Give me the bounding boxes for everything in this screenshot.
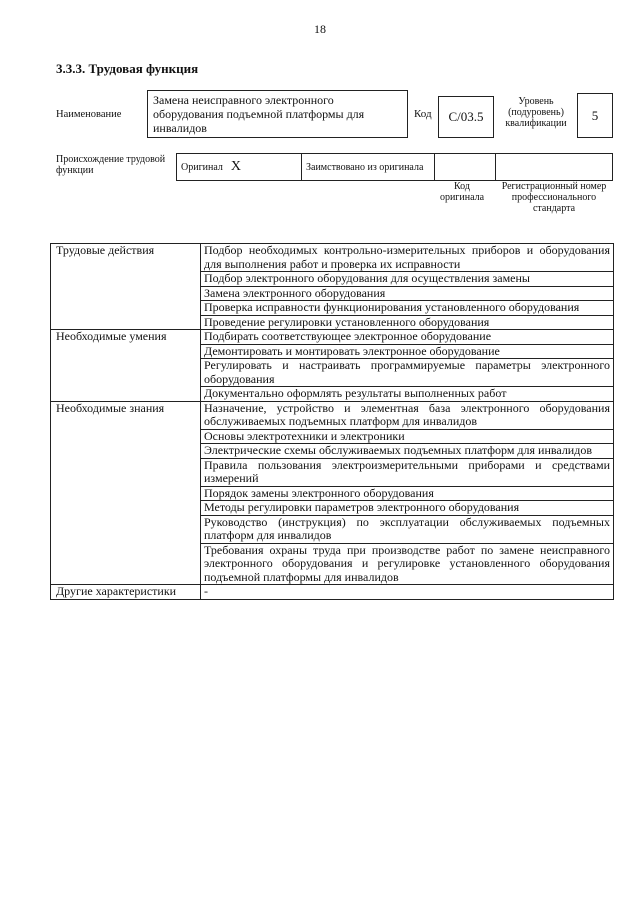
category-cell: Необходимые знания [51,401,201,585]
name-label: Наименование [56,109,122,120]
category-cell: Необходимые умения [51,330,201,402]
item-cell: Подбор необходимых контрольно-измерительных приборов и оборудования для выполнения работ и проверка их исправности [201,244,614,272]
item-cell: Демонтировать и монтировать электронное оборудование [201,344,614,359]
code-original-cell [435,154,496,181]
level-box: 5 [577,93,613,138]
origin-label: Происхождение трудовой функции [56,154,166,176]
code-box: C/03.5 [438,96,494,138]
item-cell: Методы регулировки параметров электронного оборудования [201,501,614,516]
level-label: Уровень (подуровень) квалификации [505,96,567,129]
table-row [51,585,614,600]
item-cell: Основы электротехники и электроники [201,429,614,444]
item-cell: Проверка исправности функционирования установленного оборудования [201,301,614,316]
table-row [51,244,614,272]
borrowed-cell: Заимствовано из оригинала [302,154,435,181]
item-cell: Замена электронного оборудования [201,286,614,301]
item-cell: Руководство (инструкция) по эксплуатации обслуживаемых подъемных платформ для инвалидов [201,515,614,543]
item-cell: Порядок замены электронного оборудования [201,486,614,501]
function-name-box: Замена неисправного электронного оборудования подъемной платформы для инвалидов [147,90,408,138]
item-cell: Проведение регулировки установленного оборудования [201,315,614,330]
item-cell: Подбор электронного оборудования для осуществления замены [201,272,614,287]
code-original-caption: Код оригинала [439,181,485,203]
item-cell: Правила пользования электроизмерительными приборами и средствами измерений [201,458,614,486]
table-row [51,401,614,429]
reg-number-cell [496,154,613,181]
code-label: Код [414,108,432,120]
original-cell [177,154,302,181]
item-cell: Подбирать соответствующее электронное оборудование [201,330,614,345]
origin-table [176,153,613,181]
item-cell: Электрические схемы обслуживаемых подъемных платформ для инвалидов [201,444,614,459]
item-cell: - [201,585,614,600]
category-cell: Трудовые действия [51,244,201,330]
table-row [51,330,614,345]
category-cell: Другие характеристики [51,585,201,600]
section-title: 3.3.3. Трудовая функция [56,61,199,76]
original-label: Оригинал [181,162,223,173]
item-cell: Требования охраны труда при производстве работ по замене неисправного электронного оборудования и регулировке установленного оборудования подъемной платформы для инвалидов [201,543,614,585]
item-cell: Документально оформлять результаты выполненных работ [201,387,614,402]
original-mark: X [230,159,242,174]
item-cell: Регулировать и настраивать программируемые параметры электронного оборудования [201,359,614,387]
page-number: 18 [314,22,326,36]
function-table [50,243,614,600]
item-cell: Назначение, устройство и элементная база электронного оборудования обслуживаемых подъемных платформ для инвалидов [201,401,614,429]
reg-number-caption: Регистрационный номер профессионального стандарта [501,181,607,214]
